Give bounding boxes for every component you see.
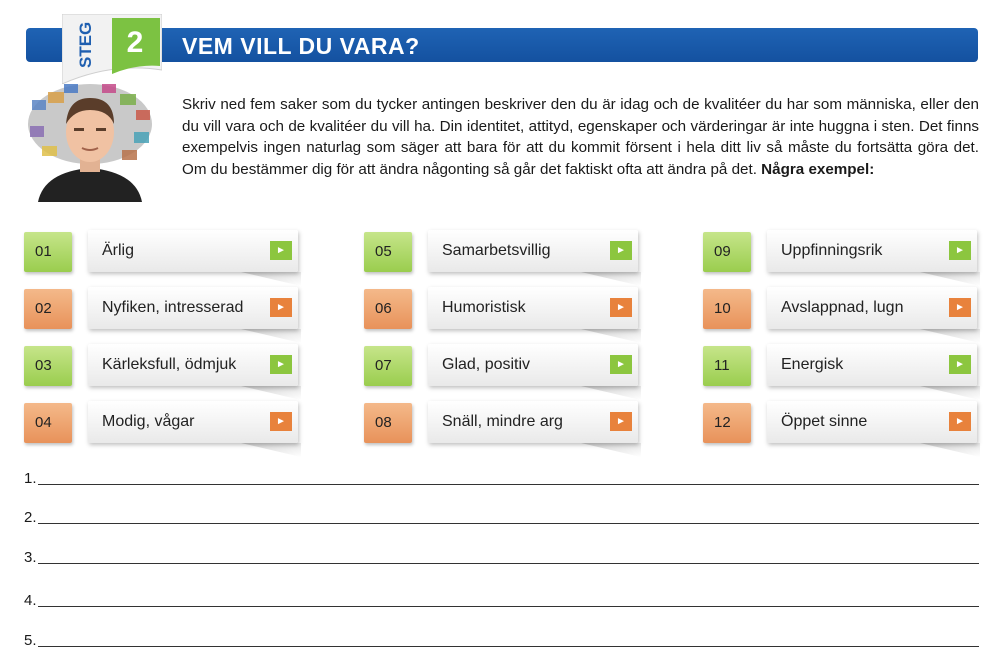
example-item [364,344,644,390]
page-title: VEM VILL DU VARA? [182,33,420,59]
example-card [428,344,638,386]
example-item [703,401,983,447]
example-item [703,230,983,276]
play-arrow-icon: ► [949,298,971,317]
play-arrow-icon: ► [610,355,632,374]
example-card [88,344,298,386]
example-number: 03 [24,346,72,386]
answer-line[interactable] [24,549,979,569]
answer-line[interactable] [24,509,979,529]
example-card [428,401,638,443]
example-label: Samarbetsvillig [442,242,551,259]
portrait-image [24,80,154,202]
example-number: 08 [364,403,412,443]
example-number: 04 [24,403,72,443]
header-bar [26,28,978,62]
answer-line[interactable] [24,632,979,652]
example-number: 01 [24,232,72,272]
example-item [703,287,983,333]
example-card [88,287,298,329]
example-card [88,401,298,443]
play-arrow-icon: ► [949,241,971,260]
example-label: Modig, vågar [102,413,195,430]
play-arrow-icon: ► [610,412,632,431]
play-arrow-icon: ► [270,241,292,260]
example-number: 10 [703,289,751,329]
example-label: Öppet sinne [781,413,868,430]
example-card [767,401,977,443]
line-number: 2. [24,509,37,526]
play-arrow-icon: ► [610,241,632,260]
line-rule [38,523,979,524]
example-number: 02 [24,289,72,329]
example-number: 09 [703,232,751,272]
example-card [88,230,298,272]
example-item [24,344,304,390]
example-card [428,287,638,329]
line-rule [38,484,979,485]
play-arrow-icon: ► [949,355,971,374]
intro-bold: Några exempel: [761,160,875,178]
example-number: 05 [364,232,412,272]
example-item [364,230,644,276]
example-item [703,344,983,390]
line-rule [38,563,979,564]
steg-label: STEG [76,21,95,68]
intro-text: Skriv ned fem saker som du tycker antingen beskriver den du är idag och de kvalitéer du har som människa, eller den du vill vara och de kvalitéer du vill ha. Din identitet, attityd, egenskaper och värderingar är inte huggna i sten. Det finns exempelvis ingen naturlag som säger att bara för att du kommit försent i hela ditt liv så måste du fortsätta göra det. Om du bestämmer dig för att ändra någonting så går det faktiskt ofta att ändra på det. [182,96,979,178]
intro-paragraph [182,94,979,180]
example-number: 07 [364,346,412,386]
example-label: Nyfiken, intresserad [102,299,244,316]
example-card [767,344,977,386]
play-arrow-icon: ► [270,412,292,431]
steg-number: 2 [126,26,144,59]
example-label: Ärlig [102,242,135,259]
example-label: Snäll, mindre arg [442,413,563,430]
example-item [364,401,644,447]
example-item [24,230,304,276]
example-card [767,230,977,272]
play-arrow-icon: ► [610,298,632,317]
example-card [767,287,977,329]
play-arrow-icon: ► [270,298,292,317]
play-arrow-icon: ► [949,412,971,431]
line-rule [38,606,979,607]
answer-line[interactable] [24,592,979,612]
example-label: Uppfinningsrik [781,242,883,259]
line-number: 5. [24,632,37,649]
example-item [364,287,644,333]
line-rule [38,646,979,647]
example-label: Glad, positiv [442,356,531,373]
line-number: 1. [24,470,37,487]
line-number: 3. [24,549,37,566]
play-arrow-icon: ► [270,355,292,374]
answer-line[interactable] [24,470,979,490]
example-label: Kärleksfull, ödmjuk [102,356,237,373]
example-card [428,230,638,272]
example-label: Energisk [781,356,844,373]
example-label: Avslappnad, lugn [781,299,904,316]
example-label: Humoristisk [442,299,526,316]
example-item [24,287,304,333]
example-number: 06 [364,289,412,329]
line-number: 4. [24,592,37,609]
example-number: 11 [703,346,751,386]
example-item [24,401,304,447]
example-number: 12 [703,403,751,443]
